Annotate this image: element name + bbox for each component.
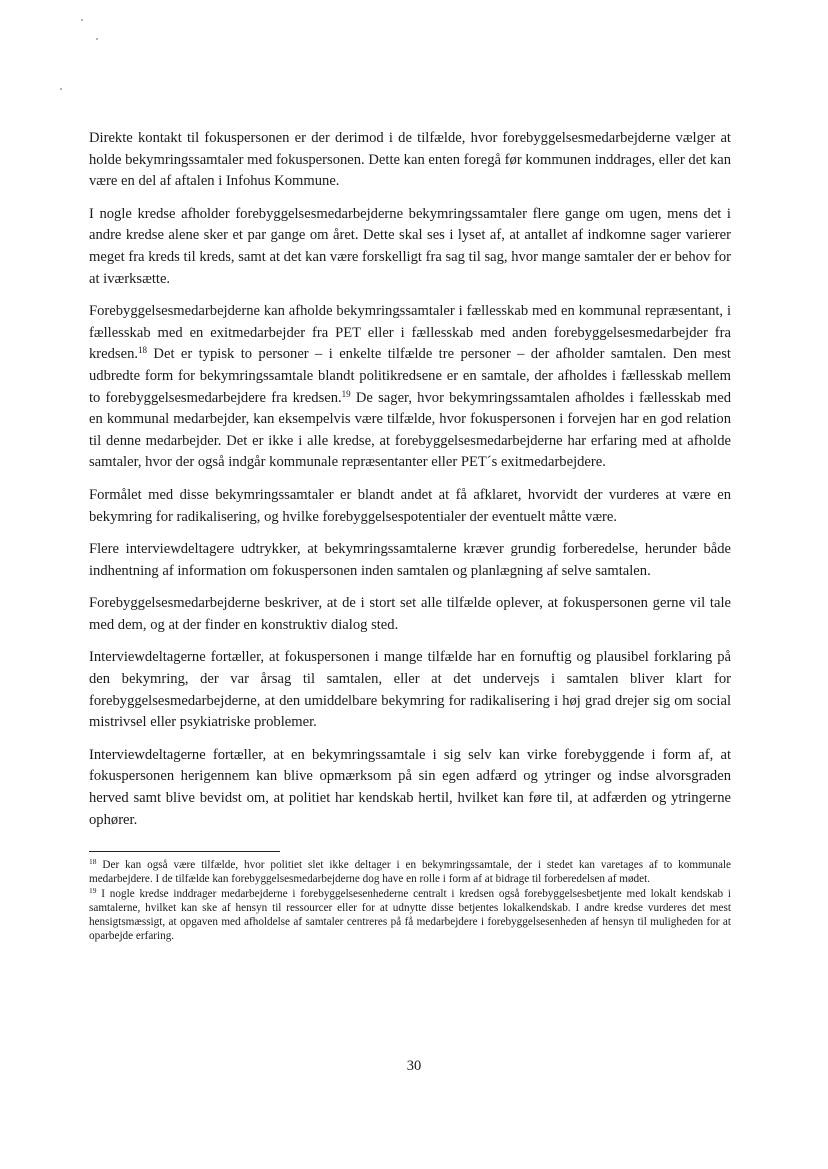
footnote-number: 19: [89, 885, 97, 895]
paragraph-3-text-a: Forebyggelsesmedarbejderne kan afholde bekymringssamtaler i fællesskab med en kommunal repræsentant, i fællesskab med en exitmedarbejder fra PET eller i fællesskab med anden forebyggelsesmedarbejder fra kredsen.: [89, 303, 731, 363]
footnote-divider: [89, 851, 280, 852]
scan-speck: [60, 88, 62, 90]
paragraph-3-text-c: De sager, hvor bekymringssamtalen afholdes i fællesskab med en kommunal medarbejder, kan eksempelvis være tilfælde, hvor fokuspersonen i forvejen har en god relation til denne medarbejder. Det er ikke i alle kredse, at forebyggelsesmedarbejderne har erfaring med at afholde samtaler, hvor der også indgår kommunale repræsentanter eller PET´s exitmedarbejdere.: [89, 389, 731, 471]
footnote-text: Der kan også være tilfælde, hvor politiet slet ikke deltager i en bekymringssamtale, der i stedet kan varetages af to kommunale medarbejdere. I de tilfælde kan forebyggelsesmedarbejderne dog have en rolle i form af at bidrage til forberedelsen af mødet.: [89, 859, 731, 886]
scan-speck: [96, 38, 98, 40]
paragraph-2: I nogle kredse afholder forebyggelsesmedarbejderne bekymringssamtaler flere gange om ugen, mens det i andre kredse alene sker et par gange om året. Dette skal ses i lyset af, at antallet af indkomne sager varierer meget fra kreds til kreds, samt at det kan være forskelligt fra sag til sag, hvor mange samtaler der er behov for at iværksætte.: [89, 205, 731, 287]
footnote-19: [89, 887, 731, 944]
footnote-text: I nogle kredse inddrager medarbejderne i forebyggelsesenhederne centralt i kredsen også forebyggelsesbetjente med lokalt kendskab i samtalerne, hvilket kan ske af hensyn til ressourcer eller for at udnytte disse betjentes lokalkendskab. I andre kredse vurderes det mest hensigtsmæssigt, at opgaven med afholdelse af samtaler centreres på få medarbejdere i forebyggelsesenheden af hensyn til muligheden for at oparbejde erfaring.: [89, 887, 731, 943]
footnote-ref-18[interactable]: 18: [138, 345, 148, 356]
paragraph-3-text-b: Det er typisk to personer – i enkelte tilfælde tre personer – der afholder samtalen. Den mest udbredte form for bekymringssamtale blandt politikredsene er en samtale, der afholdes i fællesskab mellem to forebyggelsesmedarbejdere fra kredsen.: [89, 346, 731, 406]
footnote-number: 18: [89, 857, 97, 867]
page-number: 30: [406, 1058, 422, 1074]
footnote-18: [89, 858, 731, 886]
paragraph-1: Direkte kontakt til fokuspersonen er der derimod i de tilfælde, hvor forebyggelsesmedarbejderne vælger at holde bekymringssamtaler med fokuspersonen. Dette kan enten foregå før kommunen inddrages, eller det kan være en del af aftalen i Infohus Kommune.: [89, 130, 731, 190]
paragraph-8: Interviewdeltagerne fortæller, at en bekymringssamtale i sig selv kan virke forebyggende i form af, at fokuspersonen herigennem kan blive opmærksom på sin egen adfærd og ytringer og indse alvorsgraden herved samt blive bevidst om, at politiet har kendskab hertil, hvilket kan føre til, at adfærden og ytringerne ophører.: [89, 746, 731, 828]
paragraph-3: [89, 301, 731, 474]
paragraph-7: Interviewdeltagerne fortæller, at fokuspersonen i mange tilfælde har en fornuftig og plausibel forklaring på den bekymring, der var årsag til samtalen, eller at det undervejs i samtalen bliver klart for forebyggelsesmedarbejderne, at den umiddelbare bekymring for radikalisering i høj grad drejer sig om social mistrivsel eller psykiatriske problemer.: [89, 649, 731, 731]
scan-speck: [81, 19, 83, 21]
paragraph-5: Flere interviewdeltagere udtrykker, at bekymringssamtalerne kræver grundig forberedelse, herunder både indhentning af information om fokuspersonen inden samtalen og planlægning af selve samtalen.: [89, 541, 731, 579]
paragraph-6: Forebyggelsesmedarbejderne beskriver, at de i stort set alle tilfælde oplever, at fokuspersonen gerne vil tale med dem, og at der finder en konstruktiv dialog sted.: [89, 595, 731, 633]
paragraph-4: Formålet med disse bekymringssamtaler er blandt andet at få afklaret, hvorvidt der vurderes at være en bekymring for radikalisering, og hvilke forebyggelsespotentialer der eventuelt måtte være.: [89, 486, 731, 525]
footnote-ref-19[interactable]: 19: [341, 388, 351, 399]
page-body: [89, 128, 731, 943]
